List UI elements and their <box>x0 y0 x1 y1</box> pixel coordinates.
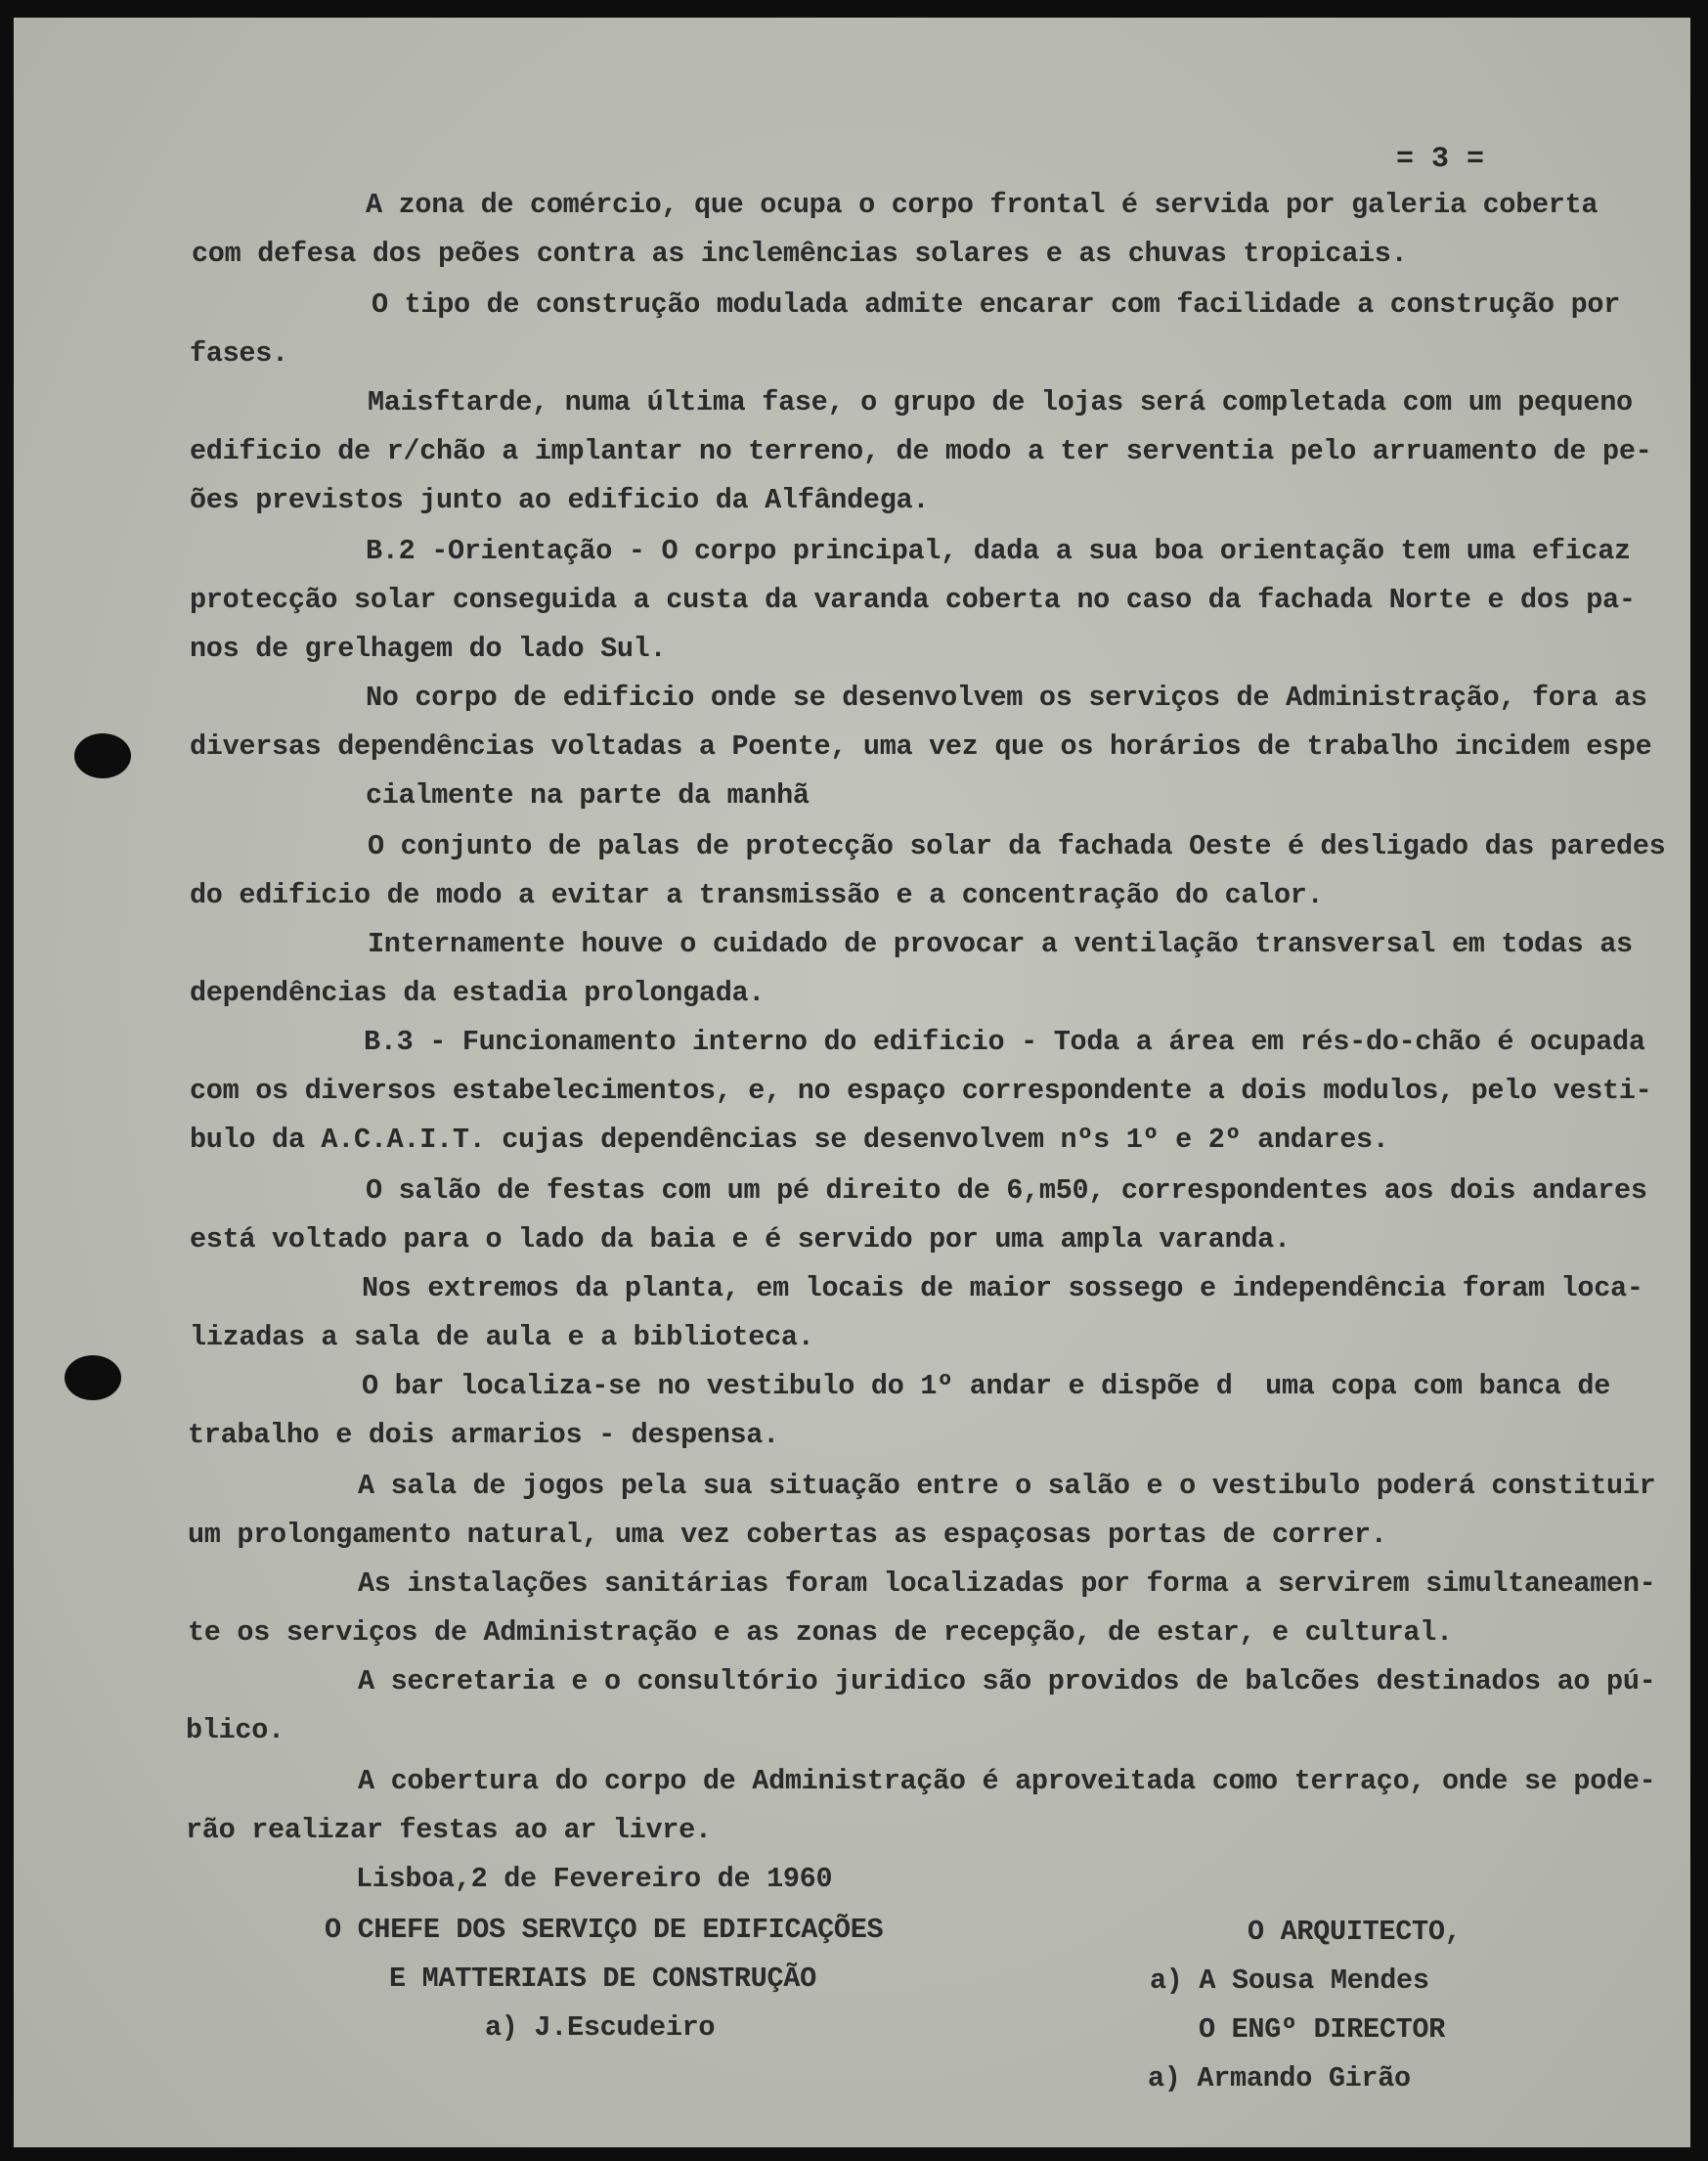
body-line: blico. <box>186 1714 285 1746</box>
body-line: diversas dependências voltadas a Poente, uma vez que os horários de trabalho incidem espe <box>190 730 1652 763</box>
signature-right-name-2: a) Armando Girão <box>1148 2062 1411 2095</box>
punch-hole-top <box>74 733 131 778</box>
date-line: Lisboa,2 de Fevereiro de 1960 <box>356 1863 833 1895</box>
body-line: fases. <box>190 337 288 370</box>
body-line: A sala de jogos pela sua situação entre o salão e o vestibulo poderá constituir <box>358 1470 1656 1502</box>
body-line: nos de grelhagem do lado Sul. <box>190 633 667 665</box>
body-line: No corpo de edificio onde se desenvolvem os serviços de Administração, fora as <box>366 682 1647 714</box>
signature-left-subtitle: E MATTERIAIS DE CONSTRUÇÃO <box>389 1963 816 1995</box>
body-line: O tipo de construção modulada admite encarar com facilidade a construção por <box>372 288 1621 321</box>
body-line: O bar localiza-se no vestibulo do 1º andar e dispõe d uma copa com banca de <box>362 1370 1611 1402</box>
body-line: rão realizar festas ao ar livre. <box>186 1814 712 1846</box>
body-line: trabalho e dois armarios - despensa. <box>188 1419 779 1451</box>
body-line: A secretaria e o consultório juridico são providos de balcões destinados ao pú- <box>358 1665 1656 1698</box>
body-line: do edificio de modo a evitar a transmissão e a concentração do calor. <box>190 879 1324 911</box>
body-line: B.2 -Orientação - O corpo principal, dada a sua boa orientação tem uma eficaz <box>366 535 1631 567</box>
body-line: A zona de comércio, que ocupa o corpo frontal é servida por galeria coberta <box>366 189 1599 221</box>
signature-right-title-2: O ENGº DIRECTOR <box>1199 2013 1446 2046</box>
body-line: lizadas a sala de aula e a biblioteca. <box>190 1321 814 1353</box>
body-line: O salão de festas com um pé direito de 6,m50, correspondentes aos dois andares <box>366 1174 1647 1207</box>
body-line: um prolongamento natural, uma vez cobertas as espaçosas portas de correr. <box>188 1519 1387 1551</box>
body-line: B.3 - Funcionamento interno do edificio - Toda a área em rés-do-chão é ocupada <box>364 1026 1645 1058</box>
page-number: = 3 = <box>1396 143 1485 176</box>
body-line: As instalações sanitárias foram localizadas por forma a servirem simultaneamen- <box>358 1567 1656 1600</box>
signature-left-title: O CHEFE DOS SERVIÇO DE EDIFICAÇÕES <box>325 1914 884 1946</box>
body-line: dependências da estadia prolongada. <box>190 977 766 1009</box>
body-line: com defesa dos peões contra as inclemências solares e as chuvas tropicais. <box>192 238 1408 270</box>
body-line: O conjunto de palas de protecção solar da fachada Oeste é desligado das paredes <box>368 830 1666 862</box>
body-line: ões previstos junto ao edificio da Alfândega. <box>190 484 930 516</box>
signature-right-title: O ARQUITECTO, <box>1248 1916 1462 1948</box>
body-line: cialmente na parte da manhã <box>366 779 810 812</box>
body-line: está voltado para o lado da baia e é servido por uma ampla varanda. <box>190 1223 1291 1256</box>
body-line: Internamente houve o cuidado de provocar a ventilação transversal em todas as <box>368 928 1633 960</box>
body-line: bulo da A.C.A.I.T. cujas dependências se desenvolvem nºs 1º e 2º andares. <box>190 1124 1389 1156</box>
body-line: te os serviços de Administração e as zonas de recepção, de estar, e cultural. <box>188 1616 1453 1649</box>
document-page <box>14 18 1690 2147</box>
body-line: Nos extremos da planta, em locais de maior sossego e independência foram loca- <box>362 1272 1643 1304</box>
body-line: edificio de r/chão a implantar no terreno, de modo a ter serventia pelo arruamento de pe- <box>190 435 1652 467</box>
signature-right-name: a) A Sousa Mendes <box>1150 1964 1429 1997</box>
punch-hole-bottom <box>65 1355 121 1400</box>
body-line: A cobertura do corpo de Administração é aproveitada como terraço, onde se pode- <box>358 1765 1656 1797</box>
body-line: protecção solar conseguida a custa da varanda coberta no caso da fachada Norte e dos pa- <box>190 584 1636 616</box>
body-line: com os diversos estabelecimentos, e, no espaço correspondente a dois modulos, pelo vesti- <box>190 1075 1652 1107</box>
body-line: Maisftarde, numa última fase, o grupo de lojas será completada com um pequeno <box>368 386 1633 419</box>
signature-left-name: a) J.Escudeiro <box>485 2011 716 2044</box>
